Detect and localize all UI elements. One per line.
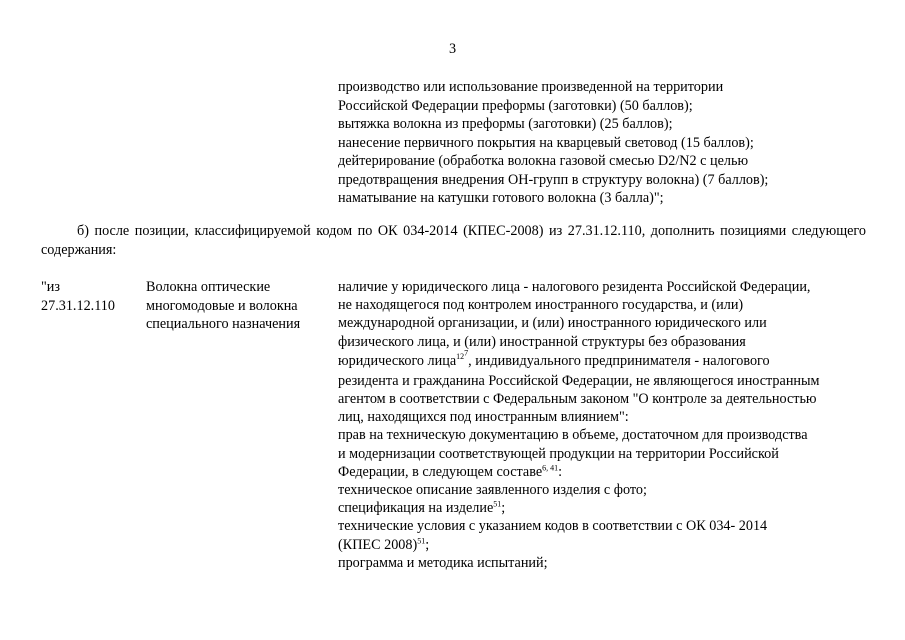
footnote-ref: 51 (417, 535, 426, 545)
requirement-line: программа и методика испытаний; (338, 554, 548, 571)
requirement-line: агентом в соответствии с Федеральным законом "О контроле за деятельностью (338, 391, 817, 408)
criteria-line: производство или использование произведенной на территории (338, 79, 724, 95)
requirement-line: технические условия с указанием кодов в соответствии с ОК 034- 2014 (338, 518, 768, 535)
requirement-line: спецификация на изделие$^{51}$; (338, 499, 506, 517)
requirement-line: наличие у юридического лица - налогового резидента Российской Федерации, (338, 279, 811, 295)
criteria-line: нанесение первичного покрытия на кварцевый световод (15 баллов); (338, 134, 754, 151)
requirement-line: лиц, находящихся под иностранным влиянием": (338, 409, 629, 426)
criteria-line: вытяжка волокна из преформы (заготовки) (25 баллов); (338, 116, 673, 132)
requirement-line: физического лица, и (или) иностранной структуры без образования (338, 333, 746, 350)
criteria-line: наматывание на катушки готового волокна (3 балла)"; (338, 190, 664, 206)
entry-product-name: Волокна оптические многомодовые и волокна специального назначения (146, 279, 301, 332)
paragraph-b: б) после позиции, классифицируемой кодом по ОК 034-2014 (КПЕС-2008) из 27.31.12.110, дополнить позициями следующего содержания: (41, 223, 866, 258)
continued-criteria-list (338, 78, 878, 208)
footnote-ref: 6, 41 (542, 463, 559, 473)
footnote-ref-nested: 7 (464, 348, 469, 358)
requirement-line: Федерации, в следующем составе$^{6, 41}$: (338, 463, 563, 480)
entry-code-cell (41, 278, 136, 315)
entry-requirements (338, 278, 878, 572)
requirement-line: и модернизации соответствующей продукции на территории Российской (338, 445, 779, 462)
footnote-ref: 127 (456, 348, 469, 362)
page-number: 3 (448, 41, 457, 57)
criteria-line: Российской Федерации преформы (заготовки) (50 баллов); (338, 97, 693, 114)
requirement-line: резидента и гражданина Российской Федерации, не являющегося иностранным (338, 372, 820, 389)
footnote-ref: 51 (493, 499, 502, 509)
requirement-line: (КПЕС 2008)$^{51}$; (338, 535, 430, 553)
requirement-line: юридического лица$^{12^7}$, индивидуального предпринимателя - налогового (338, 348, 770, 369)
entry-code-prefix: "из (41, 279, 60, 295)
requirement-line: не находящегося под контролем иностранного государства, и (или) (338, 297, 744, 314)
requirement-line: международной организации, и (или) иностранного юридического или (338, 315, 767, 332)
requirement-line: прав на техническую документацию в объеме, достаточном для производства (338, 427, 808, 444)
entry-code: 27.31.12.110 (41, 297, 115, 314)
requirement-line: техническое описание заявленного изделия с фото; (338, 482, 647, 499)
criteria-line: предотвращения внедрения ОН-групп в структуру волокна) (7 баллов); (338, 171, 769, 188)
criteria-line: дейтерирование (обработка волокна газовой смесью D2/N2 с целью (338, 153, 749, 169)
